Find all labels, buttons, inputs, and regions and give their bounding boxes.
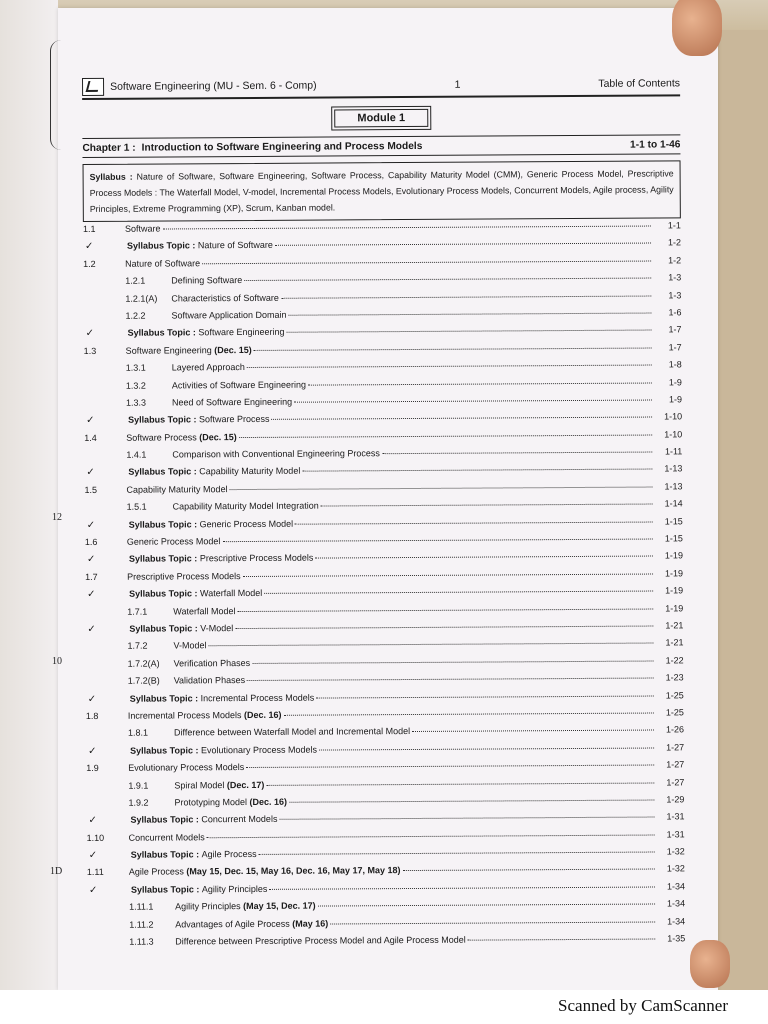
toc-entry-title [128,466,300,477]
toc-entry-title [130,692,314,703]
toc-subsection-number: 1.9.1 [128,780,149,791]
toc-page-number: 1-13 [664,481,683,492]
dot-leader [252,660,653,663]
toc-entry-title [131,814,278,825]
syllabus-topic-label: Syllabus Topic : [126,240,198,252]
header-section: Table of Contents [598,77,681,90]
toc-entry-name: Verification Phases [173,657,251,669]
toc-page-number: 1-19 [664,550,683,561]
chapter-pages: 1-1 to 1-46 [629,139,681,151]
exam-reference: (May 16) [289,918,329,929]
syllabus-topic-label: Syllabus Topic : [130,814,202,825]
toc-page-number: 1-2 [668,255,682,266]
syllabus-text: Nature of Software, Software Engineering, Software Process, Capability Maturity Model (CMM), Generic Process Model, Prescriptive Process Models : The Waterfall Model, V-model, Incremental Process Models, Evolutionary Process Models, Concurrent Models, Agile process, Agility Principles, Extreme Programming (XP), Scrum, Kanban model. [89,168,674,214]
toc-subsection-number: 1.7.1 [127,606,148,617]
toc-entry-name: Software Process [126,431,197,443]
toc-page-number: 1-25 [665,707,684,718]
toc-subsection-number: 1.2.1 [125,275,146,286]
toc-page-number: 1-19 [665,602,684,614]
toc-page-number: 1-10 [664,429,683,440]
toc-entry-title [128,327,285,338]
toc-section-number: 1.8 [85,710,99,721]
toc-entry-title [126,345,252,356]
toc-page-number: 1-10 [664,411,683,422]
toc-page-number: 1-34 [667,915,686,927]
dot-leader [412,730,654,732]
dot-leader [269,886,655,889]
dot-leader [318,904,655,907]
toc-entry-title [171,310,286,321]
toc-entry-title [171,275,242,285]
toc-page-number: 1-27 [666,742,685,753]
toc-section-number: 1.5 [84,484,98,495]
syllabus-topic-label: Syllabus Topic : [129,692,201,704]
toc-section-number: 1.6 [84,536,98,548]
chapter-heading [82,134,680,158]
toc-entry-title [172,379,306,390]
dot-leader [207,834,655,838]
check-mark-icon: ✓ [88,849,98,862]
toc-page-number: 1-15 [664,533,683,544]
margin-mark: 10 [52,656,62,667]
toc-entry-title [131,849,257,860]
dot-leader [209,643,654,647]
dot-leader [279,817,654,820]
toc-page-number: 1-21 [665,620,684,631]
margin-bracket [50,40,61,150]
toc-entry-title [129,588,262,599]
dot-leader [315,556,653,559]
check-mark-icon: ✓ [86,415,95,427]
dot-leader [266,782,654,785]
toc-subsection-number: 1.9.2 [128,797,149,808]
toc-entry-title [125,224,161,234]
toc-page-number: 1-9 [668,376,682,387]
toc-page-number: 1-31 [666,811,685,822]
dot-leader [308,382,652,385]
syllabus-topic-name: Software Process [198,414,270,425]
module-badge [331,106,431,131]
toc-entry-title [128,414,269,425]
toc-section-number: 1.2 [83,258,96,269]
check-mark-icon: ✓ [88,745,97,757]
toc-page-number: 1-31 [666,829,685,840]
toc-page-number: 1-8 [668,359,682,370]
toc-entry-name: Need of Software Engineering [171,396,293,408]
toc-page-number: 1-11 [664,446,683,457]
dot-leader [468,939,656,941]
margin-mark: 1D [50,866,63,877]
toc-entry-title [129,553,313,564]
toc-entry-name: Evolutionary Process Models [128,762,245,773]
thumb-top-right [672,0,722,56]
toc-entry-name: Advantages of Agile Process [175,918,290,930]
toc-page-number: 1-13 [664,463,683,474]
dot-leader [259,852,655,855]
toc-entry-title [126,432,237,443]
exam-reference: (May 15, Dec. 15, May 16, Dec. 16, May 17, May 18) [183,865,401,877]
toc-page-number: 1-6 [668,307,682,318]
syllabus-topic-label: Syllabus Topic : [128,518,200,530]
dot-leader [319,747,654,750]
toc-entry-title [129,866,401,878]
toc-page-number: 1-32 [666,863,685,874]
dot-leader [321,504,653,507]
dot-leader [243,573,653,577]
toc-page-number: 1-27 [666,759,685,770]
toc-subsection-number: 1.3.1 [125,362,146,373]
exam-reference: (Dec. 15) [196,431,237,442]
toc-entry-title [173,606,235,616]
toc-subsection-number: 1.2.2 [125,310,146,321]
thumb-bottom-right [690,940,730,988]
toc-entry-name: Validation Phases [173,675,246,686]
syllabus-topic-label: Syllabus Topic : [127,327,199,339]
check-mark-icon: ✓ [88,884,98,896]
dot-leader [239,434,652,438]
toc-entry-title [171,292,279,303]
toc-page-number: 1-3 [668,272,682,283]
syllabus-topic-label: Syllabus Topic : [129,588,201,599]
syllabus-topic-label: Syllabus Topic : [130,745,201,756]
toc-entry-title [174,797,287,808]
toc-section-number: 1.4 [84,432,97,443]
toc-entry-title [125,258,200,268]
check-mark-icon: ✓ [86,467,95,479]
dot-leader [286,330,651,333]
dot-leader [222,539,652,543]
toc-section-number: 1.7 [85,571,98,582]
toc-entry-name: Waterfall Model [173,605,236,617]
toc-page-number: 1-29 [666,794,685,805]
publisher-logo-icon [82,78,104,96]
toc-subsection-number: 1.7.2 [127,640,148,652]
toc-subsection-number: 1.2.1(A) [125,293,158,304]
toc-subsection-number: 1.11.1 [129,901,154,912]
dot-leader [289,312,652,315]
toc-entry-title [128,710,282,721]
dot-leader [283,712,653,715]
toc-page-number: 1-26 [665,724,685,735]
dot-leader [162,226,650,230]
syllabus-topic-name: Capability Maturity Model [199,466,301,477]
toc-entry-name: Software Engineering [125,344,212,356]
toc-entry-title [127,240,273,251]
toc-entry-name: Software [124,223,161,234]
dot-leader [316,695,654,698]
toc-page-number: 1-23 [665,672,684,683]
toc-page-number: 1-35 [667,933,686,944]
syllabus-topic-name: V-Model [200,623,234,634]
dot-leader [403,869,655,872]
toc-subsection-number: 1.7.2(A) [127,658,160,669]
chapter-label: Chapter 1 : [82,142,136,154]
check-mark-icon: ✓ [88,815,97,827]
toc-entry-name: Agile Process [128,866,184,878]
table-of-contents-sheet [82,74,685,954]
check-mark-icon: ✓ [84,241,94,253]
toc-entry-name: Incremental Process Models [127,709,242,721]
dot-leader [271,417,652,420]
syllabus-topic-label: Syllabus Topic : [128,553,200,565]
dot-leader [246,765,654,768]
header-page-number: 1 [454,78,461,91]
dot-leader [302,469,652,472]
toc-page-number: 1-19 [665,585,684,596]
dot-leader [254,347,652,350]
toc-entry-title [175,901,316,912]
toc-entry-name: Capability Maturity Model Integration [172,500,319,512]
toc-page-number: 1-9 [668,394,683,405]
toc-subsection-number: 1.4.1 [126,449,147,460]
syllabus-topic-label: Syllabus Topic : [130,884,202,895]
toc-entry-title [173,501,319,512]
toc-entry-title [174,779,264,790]
dot-leader [202,260,651,264]
toc-section-number: 1.1 [82,223,96,234]
check-mark-icon: ✓ [87,693,97,705]
check-mark-icon: ✓ [85,328,94,340]
toc-entry-name: Software Application Domain [171,309,287,321]
toc-entry-title [174,726,410,737]
toc-page-number: 1-14 [664,498,683,509]
toc-subsection-number: 1.11.2 [129,919,154,930]
toc-entry-title [173,641,206,651]
dot-leader [275,243,651,246]
dot-leader [330,921,655,924]
toc-entry-title [127,571,241,582]
dot-leader [295,521,653,524]
toc-page-number: 1-15 [664,515,683,527]
toc-section-number: 1.11 [86,867,104,878]
dot-leader [382,452,652,455]
toc-entry-title [129,518,293,529]
syllabus-topic-name: Evolutionary Process Models [200,744,318,756]
toc-entry-title [131,884,267,895]
syllabus-topic-label: Syllabus Topic : [128,466,200,478]
toc-subsection-number: 1.7.2(B) [127,675,160,686]
check-mark-icon: ✓ [86,519,96,531]
dot-leader [244,278,651,281]
dot-leader [247,365,652,368]
toc-list [83,220,685,954]
toc-page-number: 1-34 [666,881,685,892]
toc-page-number: 1-7 [668,342,682,353]
dot-leader [289,799,654,802]
dot-leader [237,608,653,612]
toc-entry-name: Concurrent Models [128,831,205,843]
syllabus-topic-name: Agility Principles [201,883,268,895]
dot-leader [294,399,652,402]
syllabus-topic-name: Waterfall Model [199,588,263,599]
toc-entry-title [172,448,380,459]
toc-entry-name: Nature of Software [125,258,201,269]
dot-leader [230,486,653,490]
exam-reference: (Dec. 17) [224,779,265,790]
exam-reference: (Dec. 16) [246,796,288,807]
toc-page-number: 1-3 [668,289,682,300]
toc-entry-title [129,623,233,634]
toc-entry-name: V-Model [173,640,207,651]
toc-entry-name: Layered Approach [171,362,245,373]
toc-entry-name: Generic Process Model [126,536,221,547]
toc-entry-name: Comparison with Conventional Engineering Process [172,448,380,460]
toc-section-number: 1.3 [83,345,97,356]
toc-page-number: 1-1 [667,220,681,231]
syllabus-topic-name: Generic Process Model [199,518,294,529]
chapter-title: Introduction to Software Engineering and Process Models [141,140,423,154]
toc-subsection-number: 1.3.3 [125,397,147,408]
dot-leader [264,591,653,594]
check-mark-icon: ✓ [87,623,96,635]
toc-entry-name: Spiral Model [174,779,225,790]
toc-entry-name: Activities of Software Engineering [171,379,306,390]
syllabus-topic-label: Syllabus Topic : [128,414,199,426]
toc-entry-name: Difference between Prescriptive Process Model and Agile Process Model [175,934,466,947]
toc-entry-name: Difference between Waterfall Model and Incremental Model [173,726,411,738]
toc-section-number: 1.10 [86,832,105,843]
toc-page-number: 1-32 [666,846,685,857]
check-mark-icon: ✓ [86,554,96,566]
toc-page-number: 1-22 [665,655,684,666]
toc-page-number: 1-25 [665,689,684,700]
module-label: Module 1 [334,109,428,128]
toc-entry-title [175,918,328,929]
toc-entry-title [127,536,221,547]
toc-entry-title [174,658,251,668]
toc-subsection-number: 1.8.1 [127,727,149,739]
toc-entry-title [128,762,244,773]
check-mark-icon: ✓ [87,589,96,601]
toc-subsection-number: 1.5.1 [126,501,147,512]
toc-entry-title [126,484,227,495]
margin-mark: 12 [52,512,62,523]
scan-background-left [0,0,58,990]
toc-page-number: 1-7 [668,324,682,335]
toc-entry-title [172,397,292,408]
toc-entry-title [172,362,245,372]
toc-page-number: 1-34 [667,898,686,909]
toc-section-number: 1.9 [86,763,99,774]
toc-entry-name: Prototyping Model [174,796,248,808]
toc-entry-name: Defining Software [171,275,243,286]
dot-leader [281,295,651,298]
toc-entry-title [175,935,466,947]
syllabus-topic-label: Syllabus Topic : [130,849,202,860]
toc-entry-name: Agility Principles [175,901,241,912]
toc-page-number: 1-21 [665,637,684,648]
syllabus-topic-name: Software Engineering [198,327,285,338]
toc-entry-name: Capability Maturity Model [126,483,228,495]
syllabus-topic-name: Nature of Software [197,240,273,251]
exam-reference: (Dec. 16) [241,709,282,720]
syllabus-topic-name: Prescriptive Process Models [199,553,314,564]
dot-leader [247,678,654,681]
book-title: Software Engineering (MU - Sem. 6 - Comp) [110,79,317,93]
toc-entry-title [129,832,205,842]
exam-reference: (May 15, Dec. 17) [240,900,316,912]
syllabus-label: Syllabus : [89,171,133,182]
toc-page-number: 1-19 [664,568,684,579]
toc-subsection-number: 1.3.2 [125,380,146,391]
syllabus-topic-label: Syllabus Topic : [129,623,201,634]
toc-entry-name: Characteristics of Software [171,292,279,304]
syllabus-topic-name: Agile Process [201,849,257,860]
running-header [82,74,680,100]
toc-entry-title [130,744,317,755]
syllabus-topic-name: Concurrent Models [201,814,278,825]
exam-reference: (Dec. 15) [211,344,252,355]
syllabus-topic-name: Incremental Process Models [200,692,315,703]
toc-entry-name: Prescriptive Process Models [127,570,241,582]
syllabus-box [83,160,681,222]
toc-subsection-number: 1.11.3 [129,936,154,947]
toc-page-number: 1-2 [667,237,682,248]
toc-entry-title [174,675,245,685]
toc-row [87,933,685,954]
dot-leader [235,626,653,630]
toc-page-number: 1-27 [666,776,685,787]
scanner-credit: Scanned by CamScanner [558,996,728,1015]
